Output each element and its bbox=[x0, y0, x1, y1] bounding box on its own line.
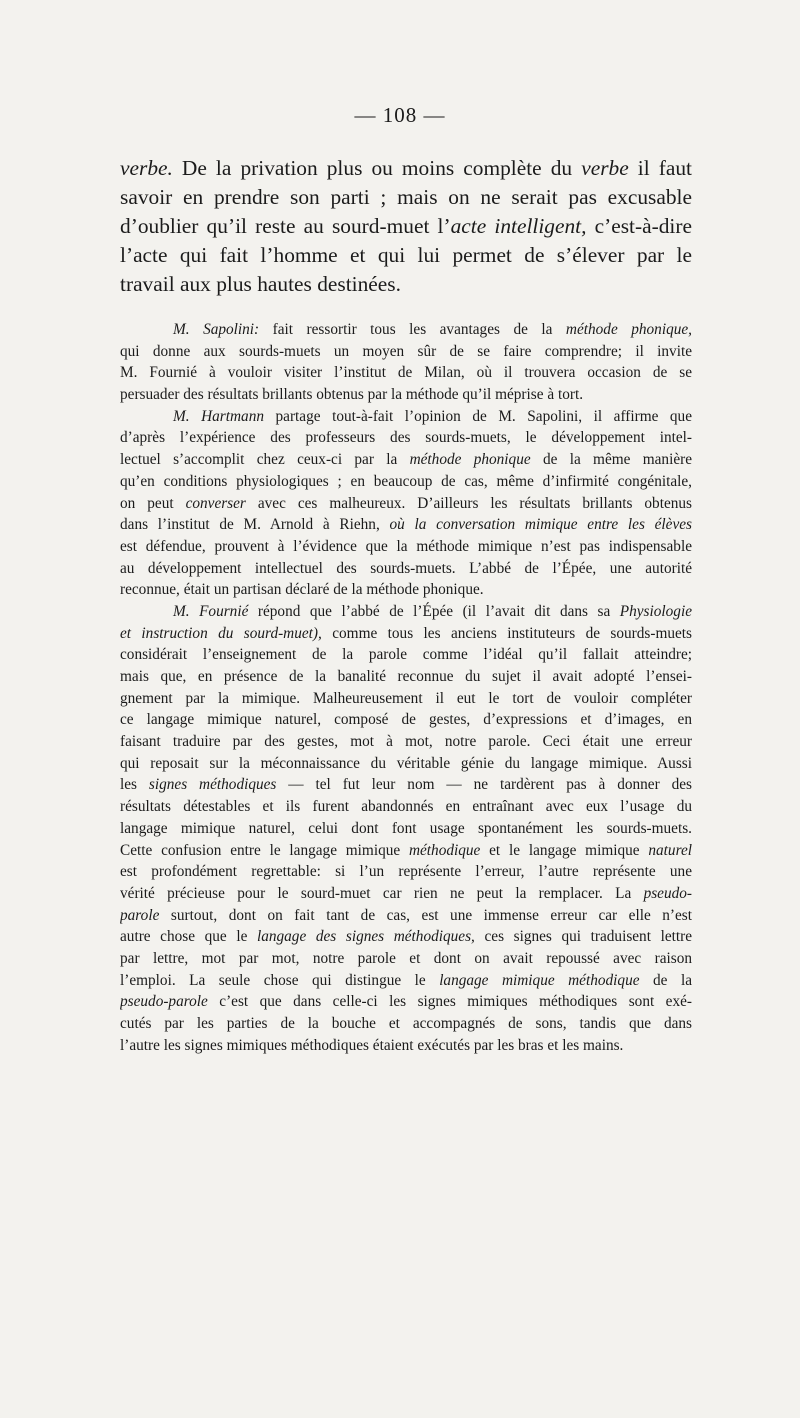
text-line bbox=[120, 623, 692, 645]
text-line bbox=[120, 688, 692, 710]
text-line bbox=[120, 731, 692, 753]
italic-text: langage mimique méthodique bbox=[439, 971, 640, 989]
text-line bbox=[120, 1035, 692, 1057]
italic-text: M. Fournié bbox=[173, 602, 249, 620]
text-line bbox=[120, 644, 692, 666]
text-line bbox=[120, 948, 692, 970]
text-line bbox=[120, 991, 692, 1013]
italic-text: où la conversation mimique entre les élèves bbox=[389, 516, 692, 534]
text-line bbox=[120, 341, 692, 363]
text-line bbox=[120, 709, 692, 731]
text-run: considérait l’enseignement de la parole comme l’idéal qu’il fallait atteindre; bbox=[120, 646, 692, 664]
text-run: autre chose que le bbox=[120, 928, 257, 946]
text-line bbox=[120, 514, 692, 536]
text-run: De la privation plus ou moins complète du bbox=[172, 156, 582, 180]
text-run: Cette confusion entre le langage mimique bbox=[120, 841, 409, 859]
text-line bbox=[120, 427, 692, 449]
text-line bbox=[120, 241, 692, 270]
text-run: vérité précieuse pour le sourd-muet car rien ne peut la remplacer. La bbox=[120, 884, 644, 902]
text-run: on peut bbox=[120, 494, 186, 512]
text-run: est défendue, prouvent à l’évidence que la méthode mimique n’est pas indispensable bbox=[120, 537, 692, 555]
italic-text: méthodique bbox=[408, 841, 481, 859]
text-run: les bbox=[120, 776, 149, 794]
italic-text: Physiologie bbox=[619, 602, 692, 620]
text-run: résultats détestables et ils furent abandonnés en entraînant avec eux l’usage du bbox=[120, 798, 692, 816]
text-run: comme tous les anciens instituteurs de sourds-muets bbox=[321, 624, 692, 642]
page-number: — 108 — bbox=[354, 103, 446, 127]
text-line bbox=[120, 970, 692, 992]
text-run: au développement intellectuel des sourds-muets. L’abbé de l’Épée, une autorité bbox=[120, 559, 692, 577]
text-run: c’est que dans celle-ci les signes mimiques méthodiques sont exé- bbox=[207, 993, 692, 1011]
italic-text: M. Sapolini: bbox=[173, 321, 260, 338]
text-run: — tel fut leur nom — ne tardèrent pas à donner des bbox=[276, 776, 692, 794]
paragraph-start-line bbox=[120, 319, 692, 341]
text-run: ces signes qui traduisent lettre bbox=[474, 928, 692, 946]
italic-text: verbe bbox=[581, 156, 629, 180]
text-run: cutés par les parties de la bouche et accompagnés de sons, tandis que dans bbox=[120, 1015, 692, 1032]
text-run: lectuel s’accomplit chez ceux-ci par la bbox=[120, 451, 410, 469]
italic-text: M. Hartmann bbox=[173, 407, 264, 425]
text-line bbox=[120, 384, 692, 406]
italic-text: parole bbox=[120, 906, 160, 924]
text-line bbox=[120, 154, 692, 183]
text-run: savoir en prendre son parti ; mais on ne serait pas excusable bbox=[120, 185, 692, 209]
text-line bbox=[120, 579, 692, 601]
text-run: M. Fournié à vouloir visiter l’institut de Milan, où il trouvera occasion de se bbox=[120, 364, 692, 382]
italic-text: converser bbox=[185, 494, 246, 512]
text-line bbox=[120, 796, 692, 818]
text-run: d’après l’expérience des professeurs des sourds-muets, le développement intel- bbox=[120, 429, 692, 447]
italic-text: pseudo- bbox=[643, 884, 692, 902]
text-run: est profondément regrettable: si l’un représente l’erreur, l’autre représente une bbox=[120, 863, 692, 881]
italic-text: méthode phonique bbox=[409, 451, 531, 469]
text-run: par lettre, mot par mot, notre parole et dont on avait repoussé avec raison bbox=[120, 949, 692, 967]
text-run: de la même manière bbox=[530, 451, 692, 469]
text-run: qui reposait sur la méconnaissance du véritable génie du langage mimique. Aussi bbox=[120, 754, 692, 772]
text-line bbox=[120, 558, 692, 580]
italic-text: signes méthodiques bbox=[148, 776, 277, 794]
body-text bbox=[120, 319, 692, 1056]
text-run: d’oublier qu’il reste au sourd-muet l’ bbox=[120, 214, 451, 238]
text-line bbox=[120, 926, 692, 948]
text-run: travail aux plus hautes destinées. bbox=[120, 272, 401, 296]
italic-text: et instruction du sourd-muet), bbox=[120, 624, 322, 642]
text-line bbox=[120, 818, 692, 840]
italic-text: acte intelligent, bbox=[450, 214, 587, 238]
text-run: langage mimique naturel, celui dont font usage spontanément les sourds-muets. bbox=[120, 819, 692, 837]
text-line bbox=[120, 1013, 692, 1035]
italic-text: verbe. bbox=[120, 156, 173, 180]
text-run: dans l’institut de M. Arnold à Riehn, bbox=[120, 516, 390, 534]
text-run: qu’en conditions physiologiques ; en beaucoup de cas, même d’infirmité congénitale, bbox=[120, 472, 692, 490]
text-line bbox=[120, 840, 692, 862]
italic-text: naturel bbox=[648, 841, 692, 859]
text-run: persuader des résultats brillants obtenus par la méthode qu’il méprise à tort. bbox=[120, 386, 584, 404]
lead-paragraph bbox=[120, 154, 692, 299]
text-run: l’autre les signes mimiques méthodiques étaient exécutés par les bras et les mains. bbox=[120, 1036, 624, 1054]
text-line bbox=[120, 270, 692, 299]
paragraph-start-line bbox=[120, 601, 692, 623]
text-line bbox=[120, 362, 692, 384]
text-run: reconnue, était un partisan déclaré de la méthode phonique. bbox=[120, 581, 484, 599]
text-run: qui donne aux sourds-muets un moyen sûr de se faire comprendre; il invite bbox=[120, 342, 692, 360]
text-run: gnement par la mimique. Malheureusement il eut le tort de vouloir compléter bbox=[120, 689, 692, 707]
text-run: de la bbox=[639, 971, 692, 989]
paragraph-start-line bbox=[120, 406, 692, 428]
text-line bbox=[120, 861, 692, 883]
text-run: l’emploi. La seule chose qui distingue le bbox=[120, 971, 440, 989]
italic-text: méthode phonique, bbox=[565, 321, 692, 338]
text-run: fait ressortir tous les avantages de la bbox=[259, 321, 566, 338]
italic-text: langage des signes méthodiques, bbox=[256, 928, 475, 946]
text-line bbox=[120, 471, 692, 493]
text-run: partage tout-à-fait l’opinion de M. Sapolini, il affirme que bbox=[264, 407, 692, 425]
text-line bbox=[120, 666, 692, 688]
text-line bbox=[120, 905, 692, 927]
text-run: l’acte qui fait l’homme et qui lui permet de s’élever par le bbox=[120, 243, 692, 267]
text-line bbox=[120, 449, 692, 471]
text-line bbox=[120, 536, 692, 558]
text-line bbox=[120, 753, 692, 775]
text-run: faisant traduire par des gestes, mot à mot, notre parole. Ceci était une erreur bbox=[120, 733, 692, 751]
text-run: avec ces malheureux. D’ailleurs les résultats brillants obtenus bbox=[245, 494, 692, 512]
text-run: il faut bbox=[628, 156, 692, 180]
text-run: répond que l’abbé de l’Épée (il l’avait dit dans sa bbox=[248, 602, 620, 620]
text-line bbox=[120, 212, 692, 241]
text-run: mais que, en présence de la banalité reconnue du sujet il avait adopté l’ensei- bbox=[120, 668, 692, 685]
text-line bbox=[120, 183, 692, 212]
text-line bbox=[120, 774, 692, 796]
text-run: ce langage mimique naturel, composé de gestes, d’expressions et d’images, en bbox=[120, 711, 692, 729]
text-run: c’est-à-dire bbox=[586, 214, 692, 238]
text-run: surtout, dont on fait tant de cas, est une immense erreur car elle n’est bbox=[159, 906, 692, 924]
text-run: et le langage mimique bbox=[480, 841, 649, 859]
italic-text: pseudo-parole bbox=[120, 993, 208, 1011]
text-line bbox=[120, 883, 692, 905]
text-line bbox=[120, 493, 692, 515]
